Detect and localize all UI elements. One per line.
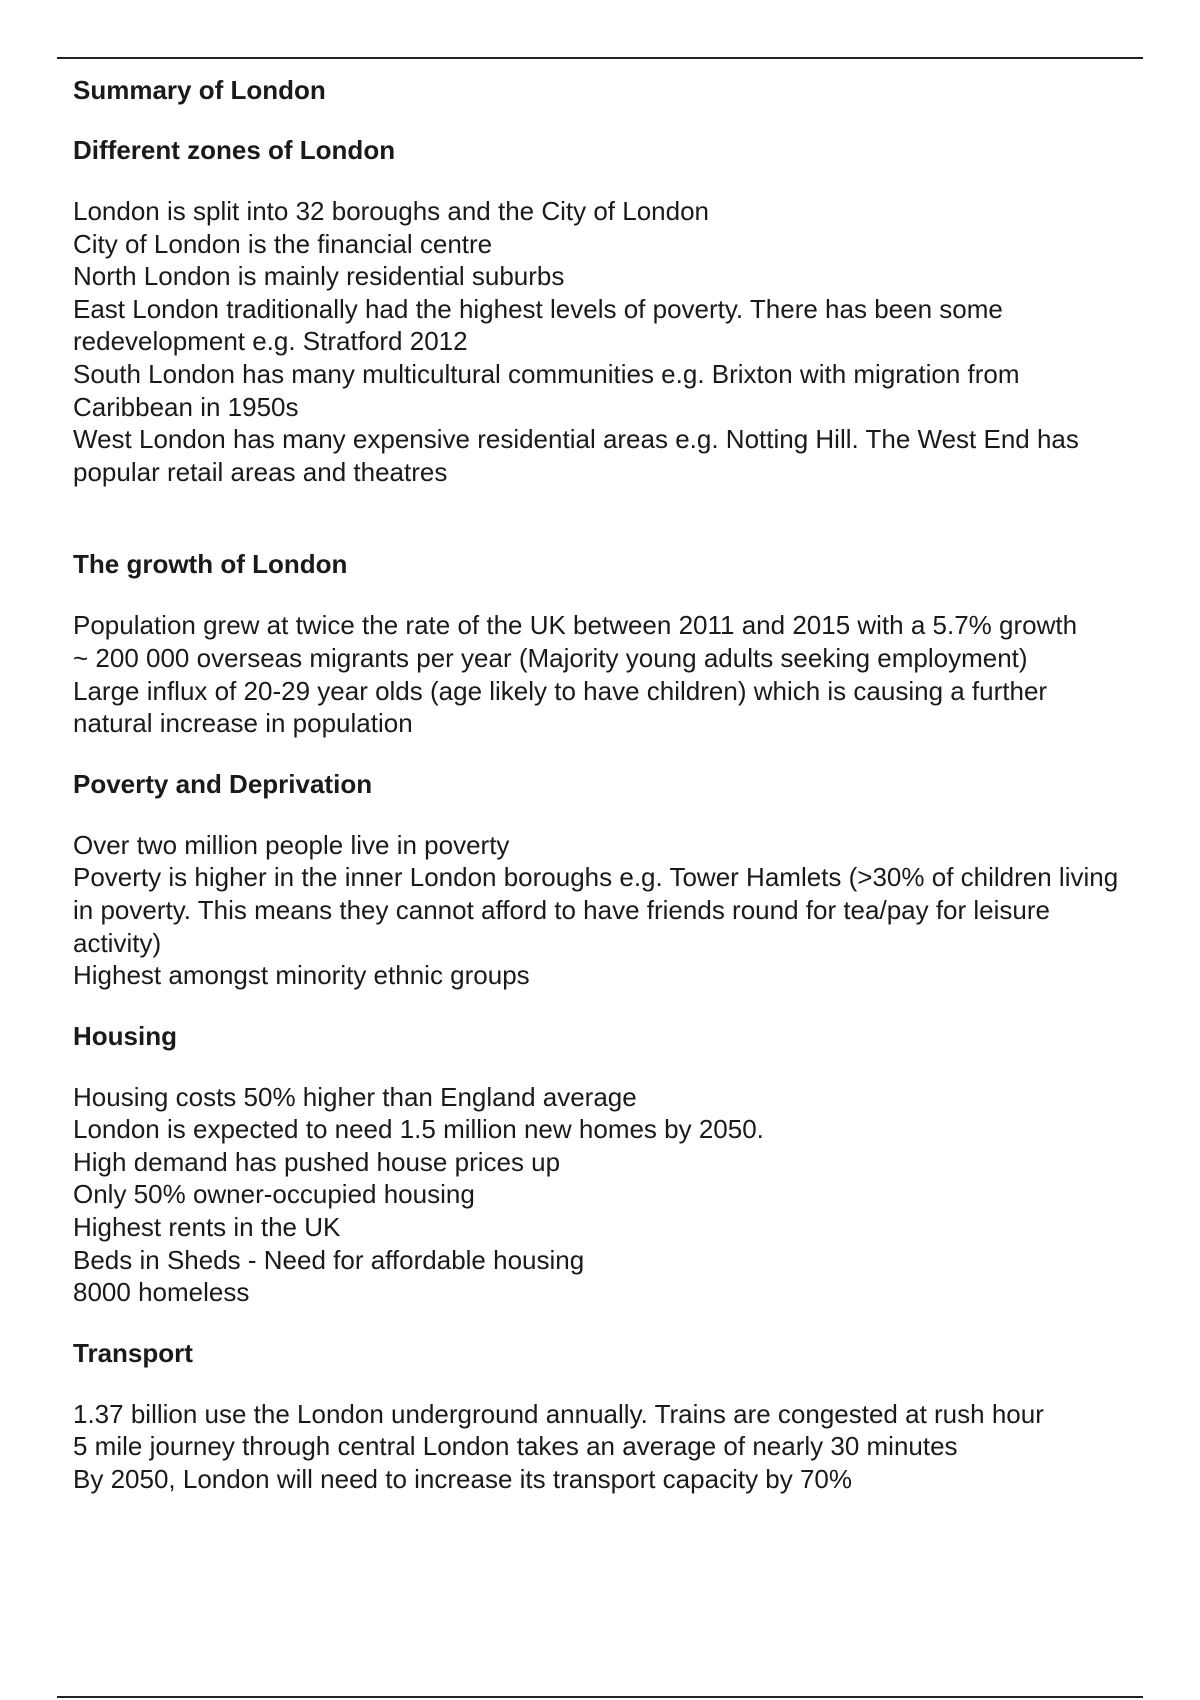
text-line: Highest amongst minority ethnic groups [73,960,530,991]
text-line: By 2050, London will need to increase its transport capacity by 70% [73,1464,853,1495]
text-line: Only 50% owner-occupied housing [73,1179,475,1210]
text-line: North London is mainly residential suburbs [73,261,565,292]
text-line: Highest rents in the UK [73,1212,341,1243]
top-rule [57,57,1143,59]
section-body [73,195,1133,488]
text-line: Poverty is higher in the inner London boroughs e.g. Tower Hamlets (>30% of children living in poverty. This means they cannot afford to have friends round for tea/pay for leisure activity) [73,862,1119,958]
text-line: Beds in Sheds - Need for affordable housing [73,1244,585,1275]
section-heading: Housing [73,1020,177,1051]
text-line: East London traditionally had the highest levels of poverty. There has been some redevelopment e.g. Stratford 2012 [73,293,1003,357]
section-body [73,829,1133,992]
section-poverty [73,768,1133,992]
section-heading: Different zones of London [73,135,396,165]
text-line: 8000 homeless [73,1277,250,1308]
document-content [73,70,1133,1496]
bottom-rule [57,1696,1143,1698]
text-line: High demand has pushed house prices up [73,1146,561,1177]
section-growth [73,548,1133,739]
section-heading: Transport [73,1337,193,1368]
text-line: South London has many multicultural communities e.g. Brixton with migration from Caribbean in 1950s [73,358,1020,422]
text-line: London is split into 32 boroughs and the City of London [73,196,710,226]
section-housing [73,1020,1133,1309]
text-line: London is expected to need 1.5 million new homes by 2050. [73,1114,764,1145]
text-line: West London has many expensive residential areas e.g. Notting Hill. The West End has popular retail areas and theatres [73,424,1079,487]
text-line: 1.37 billion use the London underground annually. Trains are congested at rush hour [73,1398,1044,1429]
document-title: Summary of London [73,75,326,105]
text-line: Over two million people live in poverty [73,829,510,860]
section-transport [73,1337,1133,1496]
section-body [73,1081,1133,1309]
section-heading: Poverty and Deprivation [73,768,373,799]
text-line: Housing costs 50% higher than England average [73,1081,637,1112]
section-zones [73,134,1133,488]
section-heading: The growth of London [73,549,348,580]
text-line: Large influx of 20-29 year olds (age likely to have children) which is causing a further natural increase in population [73,675,1048,739]
text-line: City of London is the financial centre [73,228,493,259]
text-line: Population grew at twice the rate of the UK between 2011 and 2015 with a 5.7% growth [73,610,1078,641]
section-body [73,609,1133,739]
section-body [73,1398,1133,1496]
text-line: 5 mile journey through central London takes an average of nearly 30 minutes [73,1431,958,1462]
text-line: ~ 200 000 overseas migrants per year (Majority young adults seeking employment) [73,642,1028,673]
